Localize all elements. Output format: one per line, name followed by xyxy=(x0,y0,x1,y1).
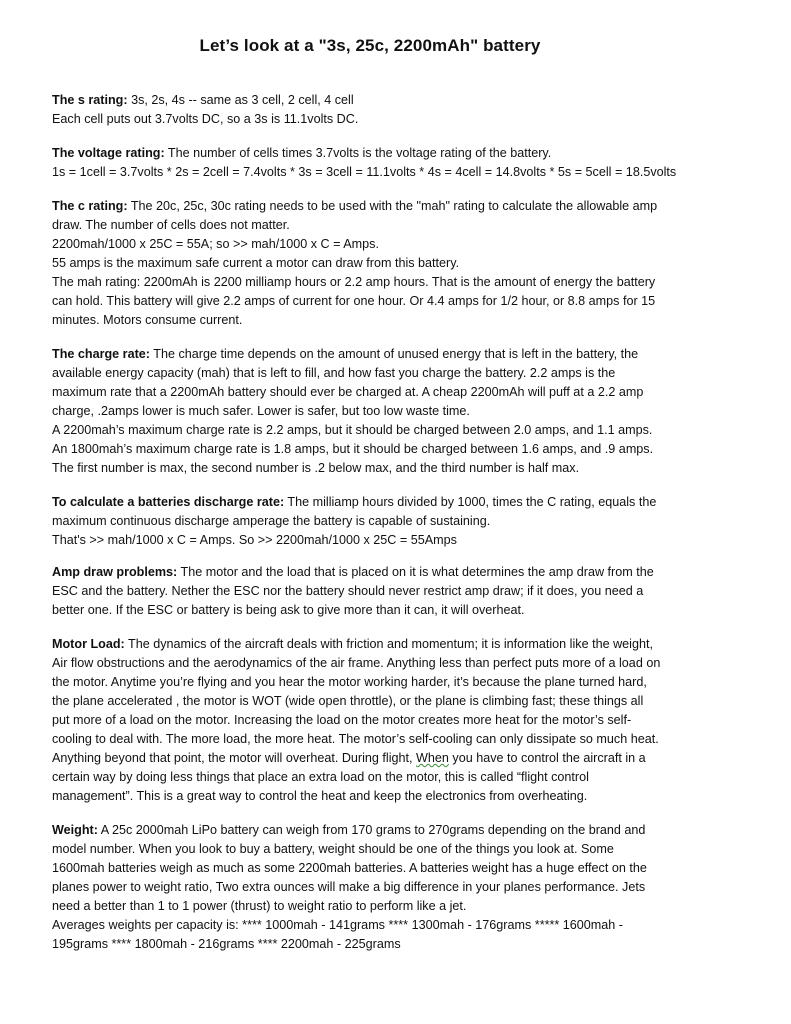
section-line: 195grams **** 1800mah - 216grams **** 2200mah - 225grams xyxy=(52,937,401,951)
document-body xyxy=(52,91,757,969)
section-heading: The voltage rating: xyxy=(52,146,165,160)
section-c-rating xyxy=(52,197,757,330)
section-line: ESC and the battery. Nether the ESC nor the battery should never restrict amp draw; if it does, you need a xyxy=(52,584,644,598)
section-line: certain way by doing less things that place an extra load on the motor, this is called “flight control xyxy=(52,770,589,784)
section-line: Each cell puts out 3.7volts DC, so a 3s is 11.1volts DC. xyxy=(52,112,359,126)
section-text: The dynamics of the aircraft deals with friction and momentum; it is information like the weight, xyxy=(124,637,653,651)
section-line: need a better than 1 to 1 power (thrust) to weight ratio to perform like a jet. xyxy=(52,899,467,913)
spellcheck-underlined-word: When xyxy=(416,751,449,765)
section-heading: Weight: xyxy=(52,823,98,837)
section-text: The number of cells times 3.7volts is the voltage rating of the battery. xyxy=(164,146,552,160)
section-line: 1600mah batteries weigh as much as some 2200mah batteries. A batteries weight has a huge effect on the xyxy=(52,861,647,875)
section-line xyxy=(52,197,757,216)
section-line: Air flow obstructions and the aerodynamics of the air frame. Anything less than perfect puts more of a load on xyxy=(52,656,661,670)
section-heading: The s rating: xyxy=(52,93,128,107)
section-text: you have to control the aircraft in a xyxy=(448,751,646,765)
section-discharge-rate xyxy=(52,493,757,550)
section-line xyxy=(52,749,757,768)
section-voltage-rating xyxy=(52,144,757,182)
document-title: Let’s look at a "3s, 25c, 2200mAh" battery xyxy=(199,36,541,55)
section-charge-rate xyxy=(52,345,757,478)
section-line: available energy capacity (mah) that is left to fill, and how fast you charge the battery. 2.2 amps is the xyxy=(52,366,616,380)
section-line xyxy=(52,144,757,163)
section-amp-draw xyxy=(52,563,757,620)
section-line: That's >> mah/1000 x C = Amps. So >> 2200mah/1000 x 25C = 55Amps xyxy=(52,533,457,547)
section-motor-load xyxy=(52,635,757,806)
section-line: 2200mah/1000 x 25C = 55A; so >> mah/1000 x C = Amps. xyxy=(52,237,379,251)
section-line: maximum continuous discharge amperage the battery is capable of sustaining. xyxy=(52,514,491,528)
section-s-rating xyxy=(52,91,757,129)
section-line: cooling to deal with. The more load, the more heat. The motor’s self-cooling can only dissipate so much heat. xyxy=(52,732,659,746)
section-line: charge, .2amps lower is much safer. Lower is safer, but too low waste time. xyxy=(52,404,470,418)
section-line: put more of a load on the motor. Increasing the load on the motor creates more heat for the motor’s self- xyxy=(52,713,632,727)
section-text: The motor and the load that is placed on it is what determines the amp draw from the xyxy=(177,565,654,579)
section-line: 1s = 1cell = 3.7volts * 2s = 2cell = 7.4volts * 3s = 3cell = 11.1volts * 4s = 4cell = 14.8volts * 5s = 5cell = 18.5volts xyxy=(52,165,677,179)
section-line xyxy=(52,345,757,364)
section-line: planes power to weight ratio, Two extra ounces will make a big difference in your planes performance. Jets xyxy=(52,880,646,894)
section-line: management”. This is a great way to control the heat and keep the electronics from overheating. xyxy=(52,789,588,803)
section-line: the motor. Anytime you’re flying and you hear the motor working harder, it’s because the plane turned hard, xyxy=(52,675,647,689)
section-line: 55 amps is the maximum safe current a motor can draw from this battery. xyxy=(52,256,460,270)
section-line: the plane accelerated , the motor is WOT (wide open throttle), or the plane is climbing fast; these things all xyxy=(52,694,644,708)
section-line: draw. The number of cells does not matter. xyxy=(52,218,290,232)
section-line: can hold. This battery will give 2.2 amps of current for one hour. Or 4.4 amps for 1/2 hour, or 8.8 amps for 15 xyxy=(52,294,656,308)
section-line xyxy=(52,635,757,654)
section-line: The first number is max, the second number is .2 below max, and the third number is half max. xyxy=(52,461,580,475)
section-line: An 1800mah’s maximum charge rate is 1.8 amps, but it should be charged between 1.6 amps, and .9 amps. xyxy=(52,442,654,456)
section-line: maximum rate that a 2200mAh battery should ever be charged at. A cheap 2200mAh will puff at a 2.2 amp xyxy=(52,385,644,399)
section-text: Anything beyond that point, the motor will overheat. During flight, xyxy=(52,751,417,765)
section-line: Averages weights per capacity is: **** 1000mah - 141grams **** 1300mah - 176grams ***** 1600mah - xyxy=(52,918,623,932)
section-line xyxy=(52,91,757,110)
section-line: model number. When you look to buy a battery, weight should be one of the things you look at. Some xyxy=(52,842,614,856)
section-line xyxy=(52,563,757,582)
section-line: The mah rating: 2200mAh is 2200 milliamp hours or 2.2 amp hours. That is the amount of energy the battery xyxy=(52,275,656,289)
section-line: better one. If the ESC or battery is being ask to give more than it can, it will overheat. xyxy=(52,603,525,617)
section-text: The milliamp hours divided by 1000, times the C rating, equals the xyxy=(284,495,657,509)
section-heading: Amp draw problems: xyxy=(52,565,178,579)
section-text: The charge time depends on the amount of unused energy that is left in the battery, the xyxy=(149,347,639,361)
section-line xyxy=(52,821,757,840)
section-line: minutes. Motors consume current. xyxy=(52,313,243,327)
section-heading: The c rating: xyxy=(52,199,128,213)
section-text: 3s, 2s, 4s -- same as 3 cell, 2 cell, 4 cell xyxy=(127,93,354,107)
section-text: The 20c, 25c, 30c rating needs to be used with the "mah" rating to calculate the allowable amp xyxy=(127,199,658,213)
section-weight xyxy=(52,821,757,954)
section-line xyxy=(52,493,757,512)
section-heading: The charge rate: xyxy=(52,347,150,361)
section-heading: Motor Load: xyxy=(52,637,125,651)
section-heading: To calculate a batteries discharge rate: xyxy=(52,495,285,509)
section-text: A 25c 2000mah LiPo battery can weigh from 170 grams to 270grams depending on the brand and xyxy=(97,823,646,837)
section-line: A 2200mah’s maximum charge rate is 2.2 amps, but it should be charged between 2.0 amps, and 1.1 amps. xyxy=(52,423,653,437)
